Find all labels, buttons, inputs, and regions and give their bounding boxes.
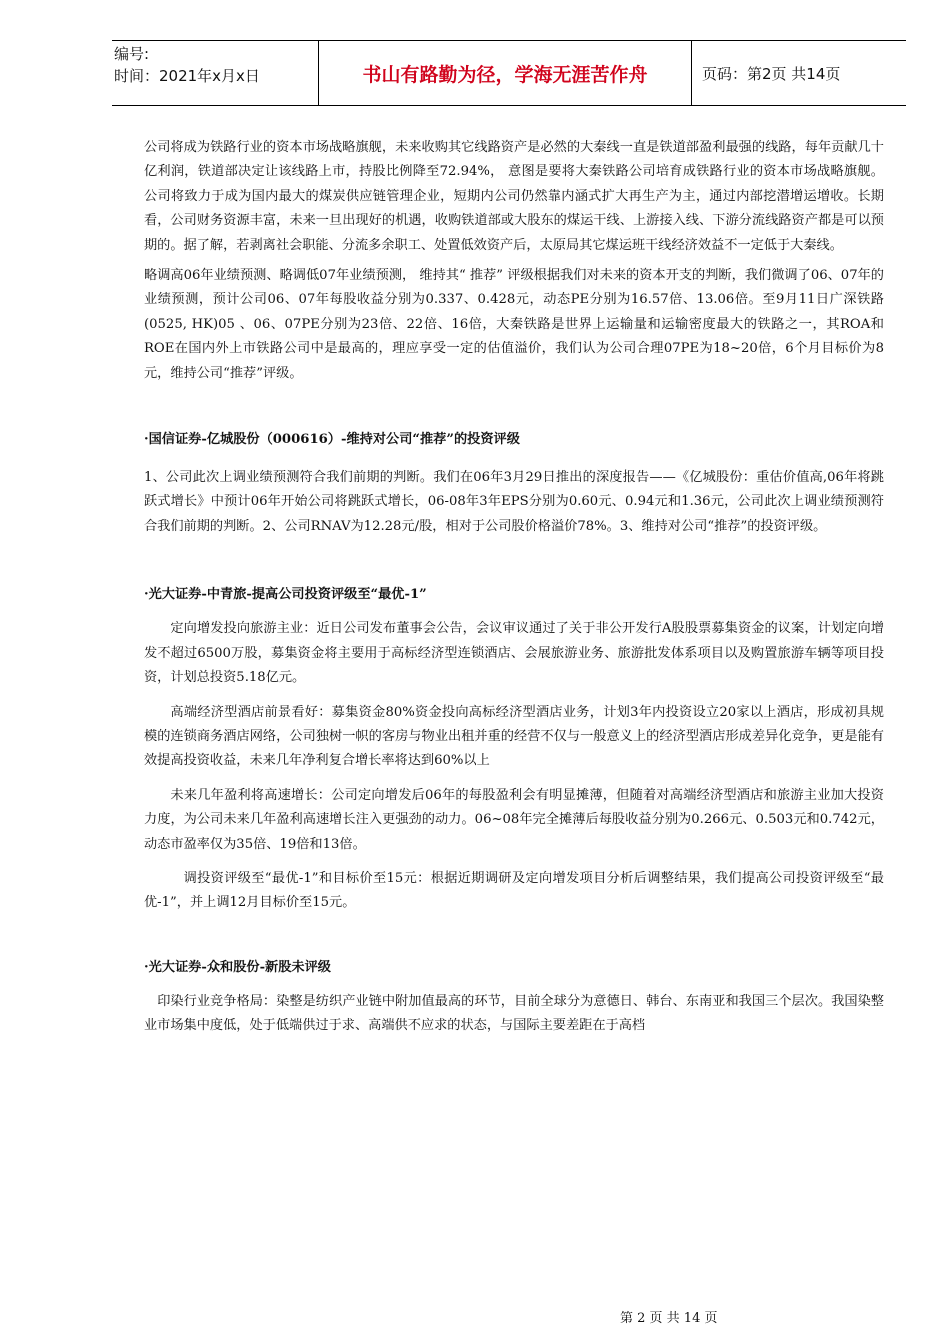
header-page-label: 页码：第2页 共14页 xyxy=(702,64,841,83)
body-paragraph: 略调高06年业绩预测、略调低07年业绩预测， 维持其“ 推荐” 评级根据我们对未来的资本开支的判断，我们微调了06、07年的业绩预测，预计公司06、07年每股收益分别为0.337、0.428元，动态PE分别为16.57倍、13.06倍。至9月11日广深铁路(0525, HK)05 、06、07PE分别为23倍、22倍、16倍，大秦铁路是世界上运输量和运输密度最大的铁路之一，其ROA和ROE在国内外上市铁路公司中是最高的，理应享受一定的估值溢价，我们认为公司合理07PE为18~20倍，6个月目标价为8元，维持公司“推荐”评级。 xyxy=(144,268,884,381)
header-bottom-rule xyxy=(112,105,906,106)
body-paragraph: 调投资评级至“最优-1”和目标价至15元：根据近期调研及定向增发项目分析后调整结果，我们提高公司投资评级至“最优-1”，并上调12月目标价至15元。 xyxy=(144,870,884,911)
body-paragraph: 印染行业竞争格局：染整是纺织产业链中附加值最高的环节，目前全球分为意德日、韩台、东南亚和我国三个层次。我国染整业市场集中度低，处于低端供过于求、高端供不应求的状态，与国际主要差距在于高档 xyxy=(144,993,884,1034)
body-paragraph: 高端经济型酒店前景看好：募集资金80%资金投向高标经济型酒店业务，计划3年内投资设立20家以上酒店，形成初具规模的连锁商务酒店网络，公司独树一帜的客房与物业出租并重的经营不仅与一般意义上的经济型酒店形成差异化竞争，更是能有效提高投资收益，未来几年净利复合增长率将达到60%以上 xyxy=(144,704,884,769)
section-heading: ·国信证券-亿城股份（000616）-维持对公司“推荐”的投资评级 xyxy=(144,432,520,448)
document-body xyxy=(144,136,884,1039)
body-paragraph: 1、公司此次上调业绩预测符合我们前期的判断。我们在06年3月29日推出的深度报告——《亿城股份：重估价值高,06年将跳跃式增长》中预计06年开始公司将跳跃式增长，06-08年3年EPS分别为0.60元、0.94元和1.36元，公司此次上调业绩预测符合我们前期的判断。2、公司RNAV为12.28元/股，相对于公司股价格溢价78%。3、维持对公司“推荐”的投资评级。 xyxy=(144,470,884,534)
document-number-label: 编号: xyxy=(114,45,150,63)
page-footer: 第 2 页 共 14 页 xyxy=(620,1311,718,1326)
body-paragraph: 定向增发投向旅游主业：近日公司发布董事会公告，会议审议通过了关于非公开发行A股股票募集资金的议案，计划定向增发不超过6500万股，募集资金将主要用于高标经济型连锁酒店、会展旅游业务、旅游批发体系项目以及购置旅游车辆等项目投资，计划总投资5.18亿元。 xyxy=(144,621,884,686)
header-motto: 书山有路勤为径，学海无涯苦作舟 xyxy=(318,40,692,106)
page-header xyxy=(112,40,906,106)
header-left-cell xyxy=(114,43,314,87)
section-heading: ·光大证券-中青旅-提高公司投资评级至“最优-1” xyxy=(144,587,427,603)
document-time-label: 时间：2021年x月x日 xyxy=(114,67,260,85)
body-paragraph: 公司将成为铁路行业的资本市场战略旗舰，未来收购其它线路资产是必然的大秦线一直是铁道部盈利最强的线路，每年贡献几十亿利润，铁道部决定让该线路上市，持股比例降至72.94%， 意图是要将大秦铁路公司培育成铁路行业的资本市场战略旗舰。公司将致力于成为国内最大的煤炭供应链管理企业，短期内公司仍然靠内涵式扩大再生产为主，通过内部挖潜增运增收。长期看，公司财务资源丰富，未来一旦出现好的机遇，收购铁道部或大股东的煤运干线、上游接入线、下游分流线路资产都是可以预期的。据了解，若剥离社会职能、分流多余职工、处置低效资产后，太原局其它煤运班干线经济效益不一定低于大秦线。 xyxy=(144,140,884,253)
section-heading: ·光大证券-众和股份-新股未评级 xyxy=(144,959,331,975)
body-paragraph: 未来几年盈利将高速增长：公司定向增发后06年的每股盈利会有明显摊薄，但随着对高端经济型酒店和旅游主业加大投资力度，为公司未来几年盈利高速增长注入更强劲的动力。06~08年完全摊薄后每股收益分别为0.266元、0.503元和0.742元，动态市盈率仅为35倍、19倍和13倍。 xyxy=(144,787,884,852)
